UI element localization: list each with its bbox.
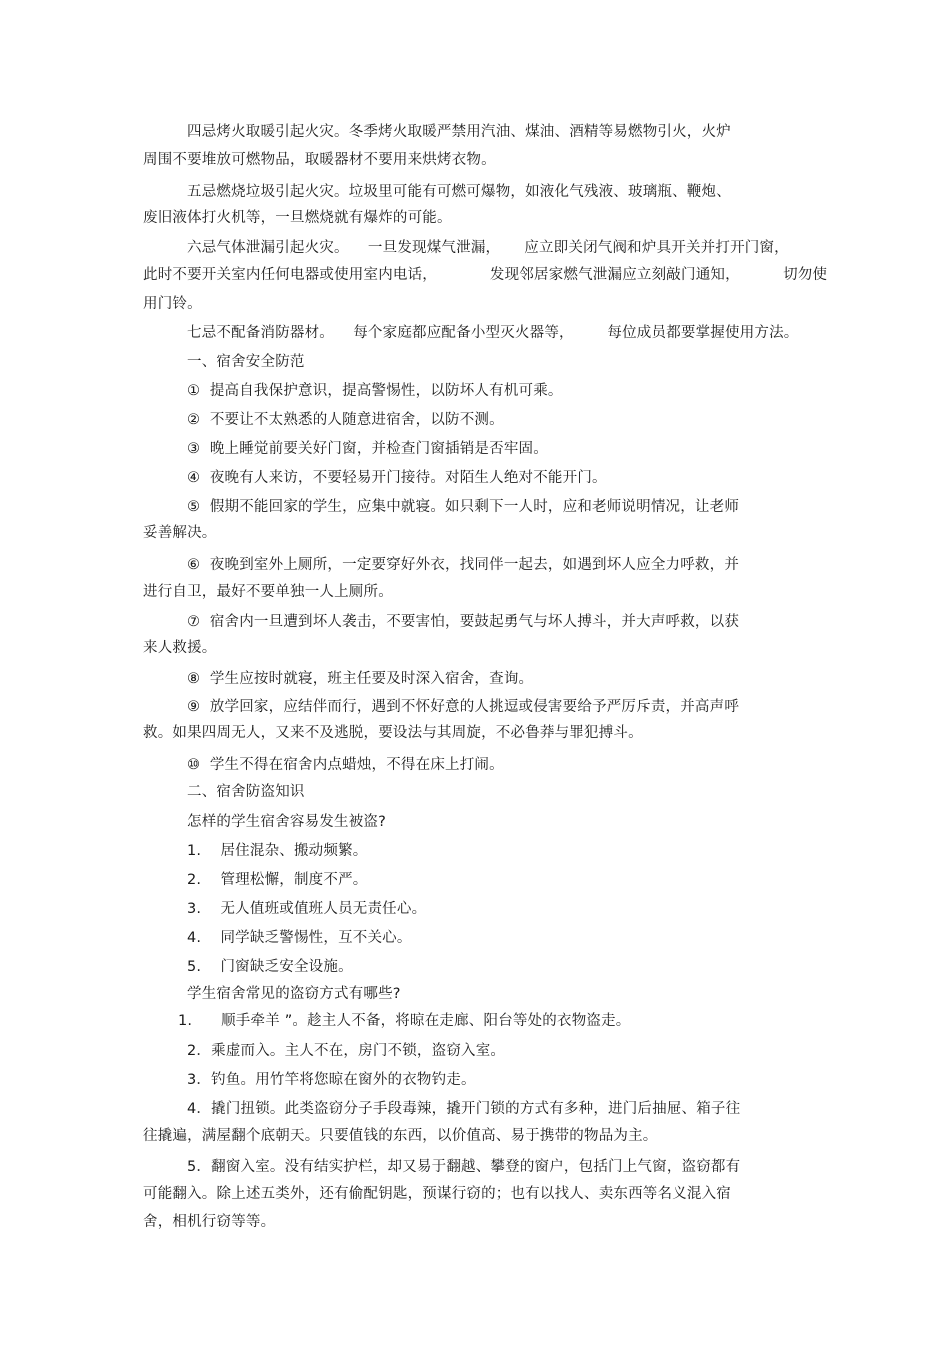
list-item: 4．撬门扭锁。此类盗窃分子手段毒辣，撬开门锁的方式有多种，进门后抽屉、箱子往	[187, 1101, 741, 1117]
list-item: 2. 管理松懈，制度不严。	[187, 872, 368, 888]
list-item: ⑦ 宿舍内一旦遭到坏人袭击，不要害怕，要鼓起勇气与坏人搏斗，并大声呼救，以获	[187, 614, 740, 630]
question-heading: 学生宿舍常见的盗窃方式有哪些?	[187, 986, 401, 1002]
question-heading: 怎样的学生宿舍容易发生被盗?	[187, 814, 386, 830]
list-item: ① 提高自我保护意识，提高警惕性，以防坏人有机可乘。	[187, 383, 563, 399]
text-line: 六忌气体泄漏引起火灾。 一旦发现煤气泄漏， 应立即关闭气阀和炉具开关并打开门窗，	[187, 240, 789, 256]
text-line: 可能翻入。除上述五类外，还有偷配钥匙，预谋行窃的；也有以找人、卖东西等名义混入宿	[143, 1186, 731, 1202]
list-item: 2．乘虚而入。主人不在，房门不锁，盗窃入室。	[187, 1043, 506, 1059]
text-line: 妥善解决。	[143, 525, 217, 541]
text-line: 救。如果四周无人，又来不及逃脱，要设法与其周旋，不必鲁莽与罪犯搏斗。	[143, 725, 643, 741]
text-line: 来人救援。	[143, 640, 217, 656]
list-item: ⑥ 夜晚到室外上厕所，一定要穿好外衣，找同伴一起去，如遇到坏人应全力呼救，并	[187, 557, 740, 573]
text-line: 往撬遍，满屋翻个底朝天。只要值钱的东西，以价值高、易于携带的物品为主。	[143, 1128, 658, 1144]
text-line: 舍，相机行窃等等。	[143, 1214, 276, 1230]
list-item: 3. 无人值班或值班人员无责任心。	[187, 901, 427, 917]
list-item: 3．钓鱼。用竹竿将您晾在窗外的衣物钓走。	[187, 1072, 476, 1088]
list-item: 5. 门窗缺乏安全设施。	[187, 959, 353, 975]
text-line: 废旧液体打火机等，一旦燃烧就有爆炸的可能。	[143, 210, 452, 226]
section-heading: 二、宿舍防盗知识	[187, 784, 305, 800]
list-item: ② 不要让不太熟悉的人随意进宿舍，以防不测。	[187, 412, 504, 428]
list-item: 1. 顺手牵羊 ”。趁主人不备，将晾在走廊、阳台等处的衣物盗走。	[178, 1013, 631, 1029]
text-line: 四忌烤火取暖引起火灾。冬季烤火取暖严禁用汽油、煤油、酒精等易燃物引火，火炉	[187, 124, 731, 140]
text-line: 周围不要堆放可燃物品，取暖器材不要用来烘烤衣物。	[143, 152, 496, 168]
list-item: ④ 夜晚有人来访，不要轻易开门接待。对陌生人绝对不能开门。	[187, 470, 607, 486]
list-item: 5．翻窗入室。没有结实护栏，却又易于翻越、攀登的窗户，包括门上气窗，盗窃都有	[187, 1159, 741, 1175]
list-item: ③ 晚上睡觉前要关好门窗，并检查门窗插销是否牢固。	[187, 441, 548, 457]
text-line: 七忌不配备消防器材。 每个家庭都应配备小型灭火器等， 每位成员都要掌握使用方法。	[187, 325, 799, 341]
list-item: 4. 同学缺乏警惕性，互不关心。	[187, 930, 412, 946]
section-heading: 一、宿舍安全防范	[187, 354, 305, 370]
text-line: 进行自卫，最好不要单独一人上厕所。	[143, 584, 393, 600]
text-line: 用门铃。	[143, 296, 202, 312]
list-item: ⑩ 学生不得在宿舍内点蜡烛，不得在床上打闹。	[187, 757, 504, 773]
text-line: 五忌燃烧垃圾引起火灾。垃圾里可能有可燃可爆物，如液化气残液、玻璃瓶、鞭炮、	[187, 184, 731, 200]
list-item: ⑤ 假期不能回家的学生，应集中就寝。如只剩下一人时，应和老师说明情况，让老师	[187, 499, 740, 515]
text-line: 此时不要开关室内任何电器或使用室内电话， 发现邻居家燃气泄漏应立刻敲门通知， 切勿使	[143, 267, 828, 283]
list-item: ⑧ 学生应按时就寝，班主任要及时深入宿舍，查询。	[187, 671, 534, 687]
list-item: 1. 居住混杂、搬动频繁。	[187, 843, 368, 859]
list-item: ⑨ 放学回家，应结伴而行，遇到不怀好意的人挑逗或侵害要给予严厉斥责，并高声呼	[187, 699, 740, 715]
